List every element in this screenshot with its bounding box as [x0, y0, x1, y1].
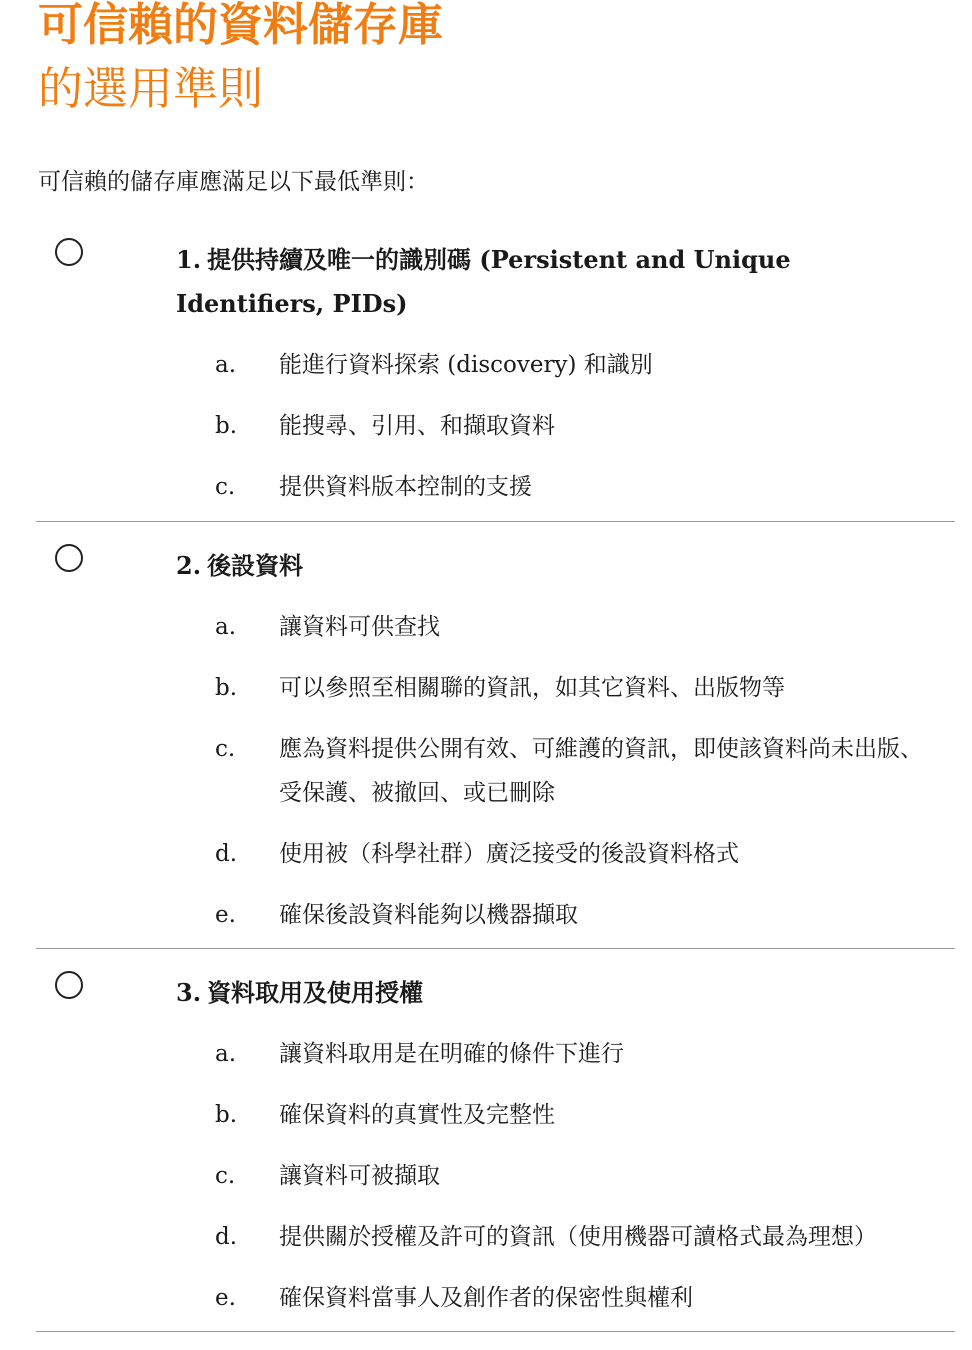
- criterion-heading-text: 資料取用及使用授權: [207, 978, 424, 1007]
- list-item-letter: e.: [215, 902, 236, 928]
- list-item-letter: b.: [215, 675, 238, 701]
- section-divider: [36, 521, 955, 522]
- list-item-letter: b.: [215, 1102, 238, 1128]
- page-subtitle: 的選用準則: [38, 62, 264, 115]
- list-item-letter: c.: [215, 736, 236, 762]
- list-item-text: 確保資料的真實性及完整性: [279, 1102, 555, 1128]
- list-item-text: 提供資料版本控制的支援: [279, 474, 532, 500]
- list-item-letter: c.: [215, 474, 236, 500]
- list-item-letter: d.: [215, 841, 238, 867]
- criterion-heading-3: [176, 971, 946, 1015]
- criterion-checkbox-3[interactable]: [55, 971, 83, 999]
- criterion-number: 3.: [176, 978, 202, 1007]
- list-item-text: 讓資料可供查找: [279, 614, 440, 640]
- criterion-number: 1.: [176, 245, 202, 274]
- list-item-text: 使用被（科學社群）廣泛接受的後設資料格式: [279, 841, 739, 867]
- section-divider: [36, 1331, 955, 1332]
- list-item-letter: c.: [215, 1163, 236, 1189]
- criterion-heading-2: [176, 544, 946, 588]
- section-divider: [36, 948, 955, 949]
- criterion-checkbox-2[interactable]: [55, 544, 83, 572]
- criterion-heading-text: 提供持續及唯一的識別碼 (Persistent and Unique Identifiers, PIDs): [176, 245, 791, 318]
- list-item-letter: a.: [215, 614, 237, 640]
- list-item-letter: a.: [215, 1041, 237, 1067]
- list-item-text: 應為資料提供公開有效、可維護的資訊，即使該資料尚未出版、受保護、被撤回、或已刪除: [279, 736, 923, 806]
- list-item-text: 可以參照至相關聯的資訊，如其它資料、出版物等: [279, 675, 785, 701]
- criterion-heading-1: [176, 238, 946, 326]
- criterion-checkbox-1[interactable]: [55, 238, 83, 266]
- list-item-text: 讓資料可被擷取: [279, 1163, 440, 1189]
- criterion-number: 2.: [176, 551, 202, 580]
- list-item-text: 能搜尋、引用、和擷取資料: [279, 413, 555, 439]
- page-title: 可信賴的資料儲存庫: [38, 0, 444, 51]
- criterion-heading-text: 後設資料: [207, 551, 304, 580]
- list-item-text: 讓資料取用是在明確的條件下進行: [279, 1041, 624, 1067]
- intro-text: 可信賴的儲存庫應滿足以下最低準則：: [38, 169, 429, 195]
- list-item-letter: b.: [215, 413, 238, 439]
- list-item-letter: e.: [215, 1285, 236, 1311]
- list-item-text: 確保資料當事人及創作者的保密性與權利: [279, 1285, 693, 1311]
- list-item-text: 確保後設資料能夠以機器擷取: [279, 902, 578, 928]
- list-item-text: 提供關於授權及許可的資訊（使用機器可讀格式最為理想）: [279, 1224, 877, 1250]
- list-item-letter: a.: [215, 352, 237, 378]
- list-item-text: 能進行資料探索 (discovery) 和識別: [279, 352, 653, 378]
- list-item-letter: d.: [215, 1224, 238, 1250]
